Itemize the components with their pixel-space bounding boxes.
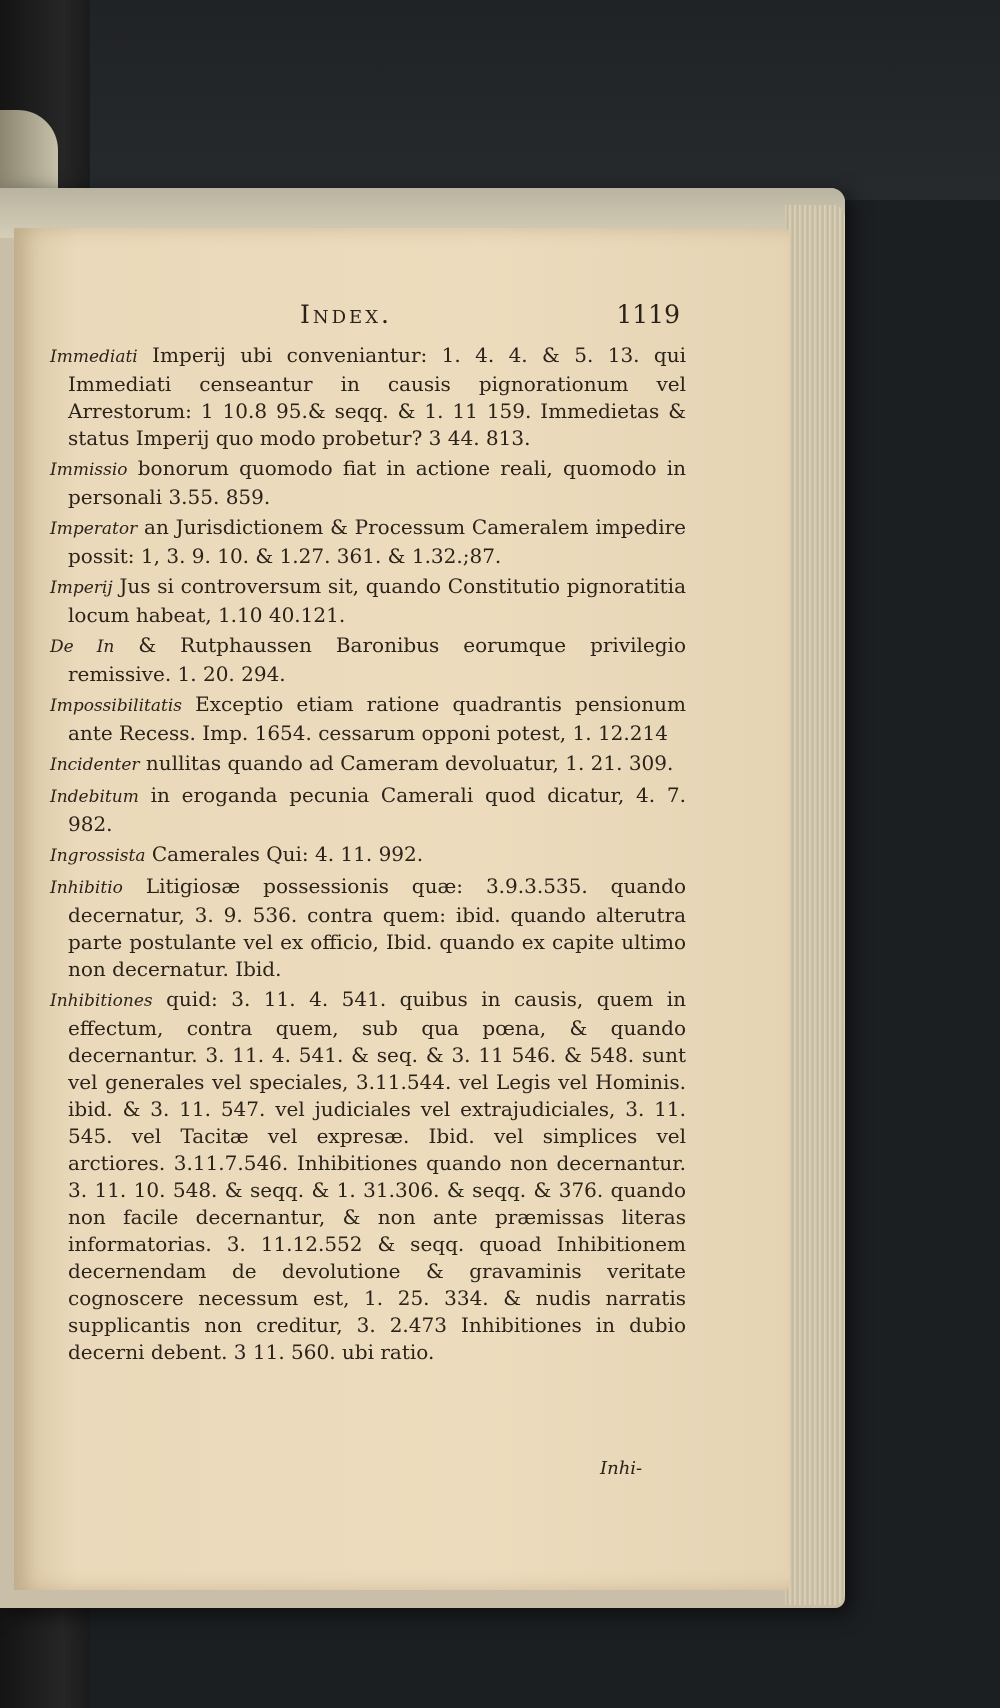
entry-head: Inhibitio	[50, 878, 123, 898]
entry-text: Exceptio etiam ratione quadrantis pensionum ante Recess. Imp. 1654. cessarum opponi potest, 1. 12.214	[68, 692, 686, 745]
entry-text: Litigiosæ possessionis quæ: 3.9.3.535. quando decernatur, 3. 9. 536. contra quem: ibid. quando alterutra parte postulante vel ex officio, Ibid. quando ex capite ultimo non decernatur. Ibid.	[68, 874, 686, 981]
index-entry	[50, 632, 686, 688]
entry-text: bonorum quomodo fiat in actione reali, quomodo in personali 3.55. 859.	[68, 456, 687, 509]
entry-text: Camerales Qui: 4. 11. 992.	[151, 842, 424, 866]
entry-text: nullitas quando ad Cameram devoluatur, 1. 21. 309.	[145, 751, 674, 775]
index-entry	[50, 750, 686, 779]
index-entry	[50, 573, 686, 629]
page-header	[60, 300, 680, 340]
index-entry	[50, 873, 686, 983]
entry-text: quid: 3. 11. 4. 541. quibus in causis, quem in effectum, contra quem, sub qua pœna, & quando decernantur. 3. 11. 4. 541. & seq. & 3. 11 546. & 548. sunt vel generales vel speciales, 3.11.544. vel Legis vel Hominis. ibid. & 3. 11. 547. vel judiciales vel extrajudiciales, 3. 11. 545. vel Tacitæ vel expresæ. Ibid. vel simplices vel arctiores. 3.11.7.546. Inhibitiones quando non decernantur. 3. 11. 10. 548. & seqq. & 1. 31.306. & seqq. & 376. quando non facile decernantur, & non ante præmissas literas informatorias. 3. 11.12.552 & seqq. quoad Inhibitionem decernendam de devolutione & gravaminis veritate cognoscere necessum est, 1. 25. 334. & nudis narratis supplicantis non creditur, 3. 2.473 Inhibitiones in dubio decerni debent. 3 11. 560. ubi ratio.	[68, 987, 686, 1364]
running-head: Index.	[300, 300, 392, 329]
entry-head: Impossibilitatis	[50, 696, 182, 716]
background-top	[90, 0, 1000, 200]
entry-head: Imperij	[50, 578, 113, 598]
entry-head: Immediati	[50, 347, 138, 367]
entry-head: Indebitum	[50, 787, 139, 807]
index-entry	[50, 782, 686, 838]
index-entry	[50, 691, 686, 747]
index-entry	[50, 455, 686, 511]
entry-head: De In	[50, 637, 115, 657]
page-number: 1119	[616, 300, 680, 329]
entry-head: Immissio	[50, 460, 128, 480]
index-entry	[50, 514, 686, 570]
index-entries	[50, 342, 686, 1482]
index-entry	[50, 986, 686, 1366]
index-entry	[50, 342, 686, 452]
entry-head: Incidenter	[50, 755, 140, 775]
entry-head: Inhibitiones	[50, 991, 153, 1011]
entry-head: Ingrossista	[50, 846, 146, 866]
page-edges	[785, 205, 845, 1605]
index-entry	[50, 841, 686, 870]
catchword: Inhi-	[600, 1458, 643, 1479]
entry-text: & Rutphaussen Baronibus eorumque privilegio remissive. 1. 20. 294.	[68, 633, 686, 686]
entry-text: in eroganda pecunia Camerali quod dicatur, 4. 7. 982.	[68, 783, 686, 836]
entry-text: Jus si controversum sit, quando Constitutio pignoratitia locum habeat, 1.10 40.121.	[68, 574, 687, 627]
entry-head: Imperator	[50, 519, 138, 539]
entry-text: Imperij ubi conveniantur: 1. 4. 4. & 5. 13. qui Immediati censeantur in causis pignorationum vel Arrestorum: 1 10.8 95.& seqq. & 1. 11 159. Immedietas & status Imperij quo modo probetur? 3 44. 813.	[68, 343, 686, 450]
entry-text: an Jurisdictionem & Processum Cameralem impedire possit: 1, 3. 9. 10. & 1.27. 361. & 1.32.;87.	[68, 515, 687, 568]
